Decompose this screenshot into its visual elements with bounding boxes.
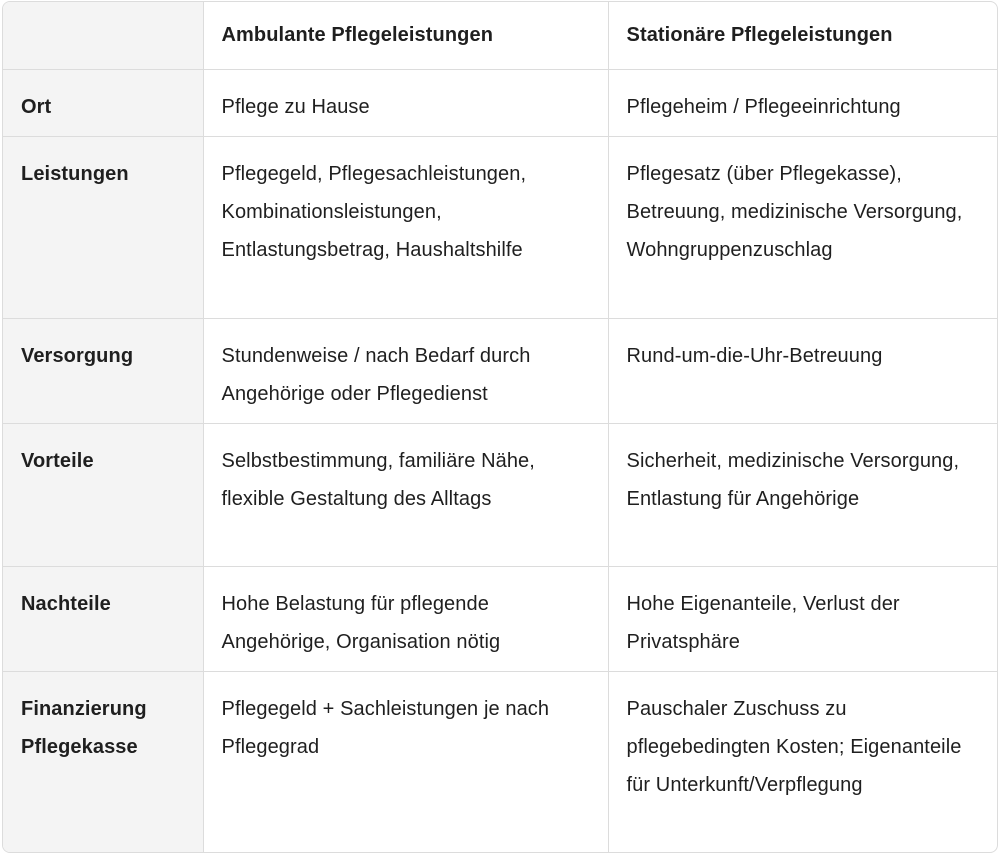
row-label: Leistungen bbox=[3, 136, 203, 318]
row-label: Vorteile bbox=[3, 423, 203, 566]
cell-stationaer: Sicherheit, medizinische Versorgung, Entlastung für Angehörige bbox=[608, 423, 998, 566]
header-stationaer: Stationäre Pflegeleistungen bbox=[608, 2, 998, 69]
row-label: Nachteile bbox=[3, 566, 203, 671]
cell-stationaer: Pauschaler Zuschuss zu pflegebedingten Kosten; Eigenanteile für Unterkunft/Verpflegung bbox=[626, 697, 962, 796]
row-label: Finanzierung Pflegekasse bbox=[3, 671, 203, 853]
header-ambulant: Ambulante Pflegeleistungen bbox=[203, 2, 608, 69]
cell-ambulant: Pflege zu Hause bbox=[203, 69, 608, 136]
cell-stationaer: Rund-um-die-Uhr-Betreuung bbox=[608, 318, 998, 423]
table-row bbox=[3, 566, 998, 671]
cell-ambulant: Hohe Belastung für pflegende Angehörige, Organisation nötig bbox=[203, 566, 608, 671]
row-label: Ort bbox=[3, 69, 203, 136]
cell-stationaer: Hohe Eigenanteile, Verlust der Privatsphäre bbox=[608, 566, 998, 671]
table-row bbox=[3, 136, 998, 318]
cell-stationaer: Pflegeheim / Pflegeeinrichtung bbox=[608, 69, 998, 136]
cell-ambulant: Pflegegeld, Pflegesachleistungen, Kombinationsleistungen, Entlastungsbetrag, Haushaltshilfe bbox=[203, 136, 608, 318]
table-row bbox=[3, 318, 998, 423]
cell-ambulant: Stundenweise / nach Bedarf durch Angehörige oder Pflegedienst bbox=[203, 318, 608, 423]
table-row bbox=[3, 671, 998, 853]
cell-ambulant: Selbstbestimmung, familiäre Nähe, flexible Gestaltung des Alltags bbox=[203, 423, 608, 566]
header-corner-cell bbox=[3, 2, 203, 69]
row-label: Versorgung bbox=[3, 318, 203, 423]
cell-ambulant: Pflegegeld + Sachleistungen je nach Pflegegrad bbox=[203, 671, 608, 853]
comparison-table-container bbox=[2, 1, 998, 853]
cell-stationaer: Pflegesatz (über Pflegekasse), Betreuung, medizinische Versorgung, Wohngruppenzuschlag bbox=[608, 136, 998, 318]
table-header-row bbox=[3, 2, 998, 69]
comparison-table bbox=[3, 2, 998, 853]
table-row bbox=[3, 69, 998, 136]
table-row bbox=[3, 423, 998, 566]
